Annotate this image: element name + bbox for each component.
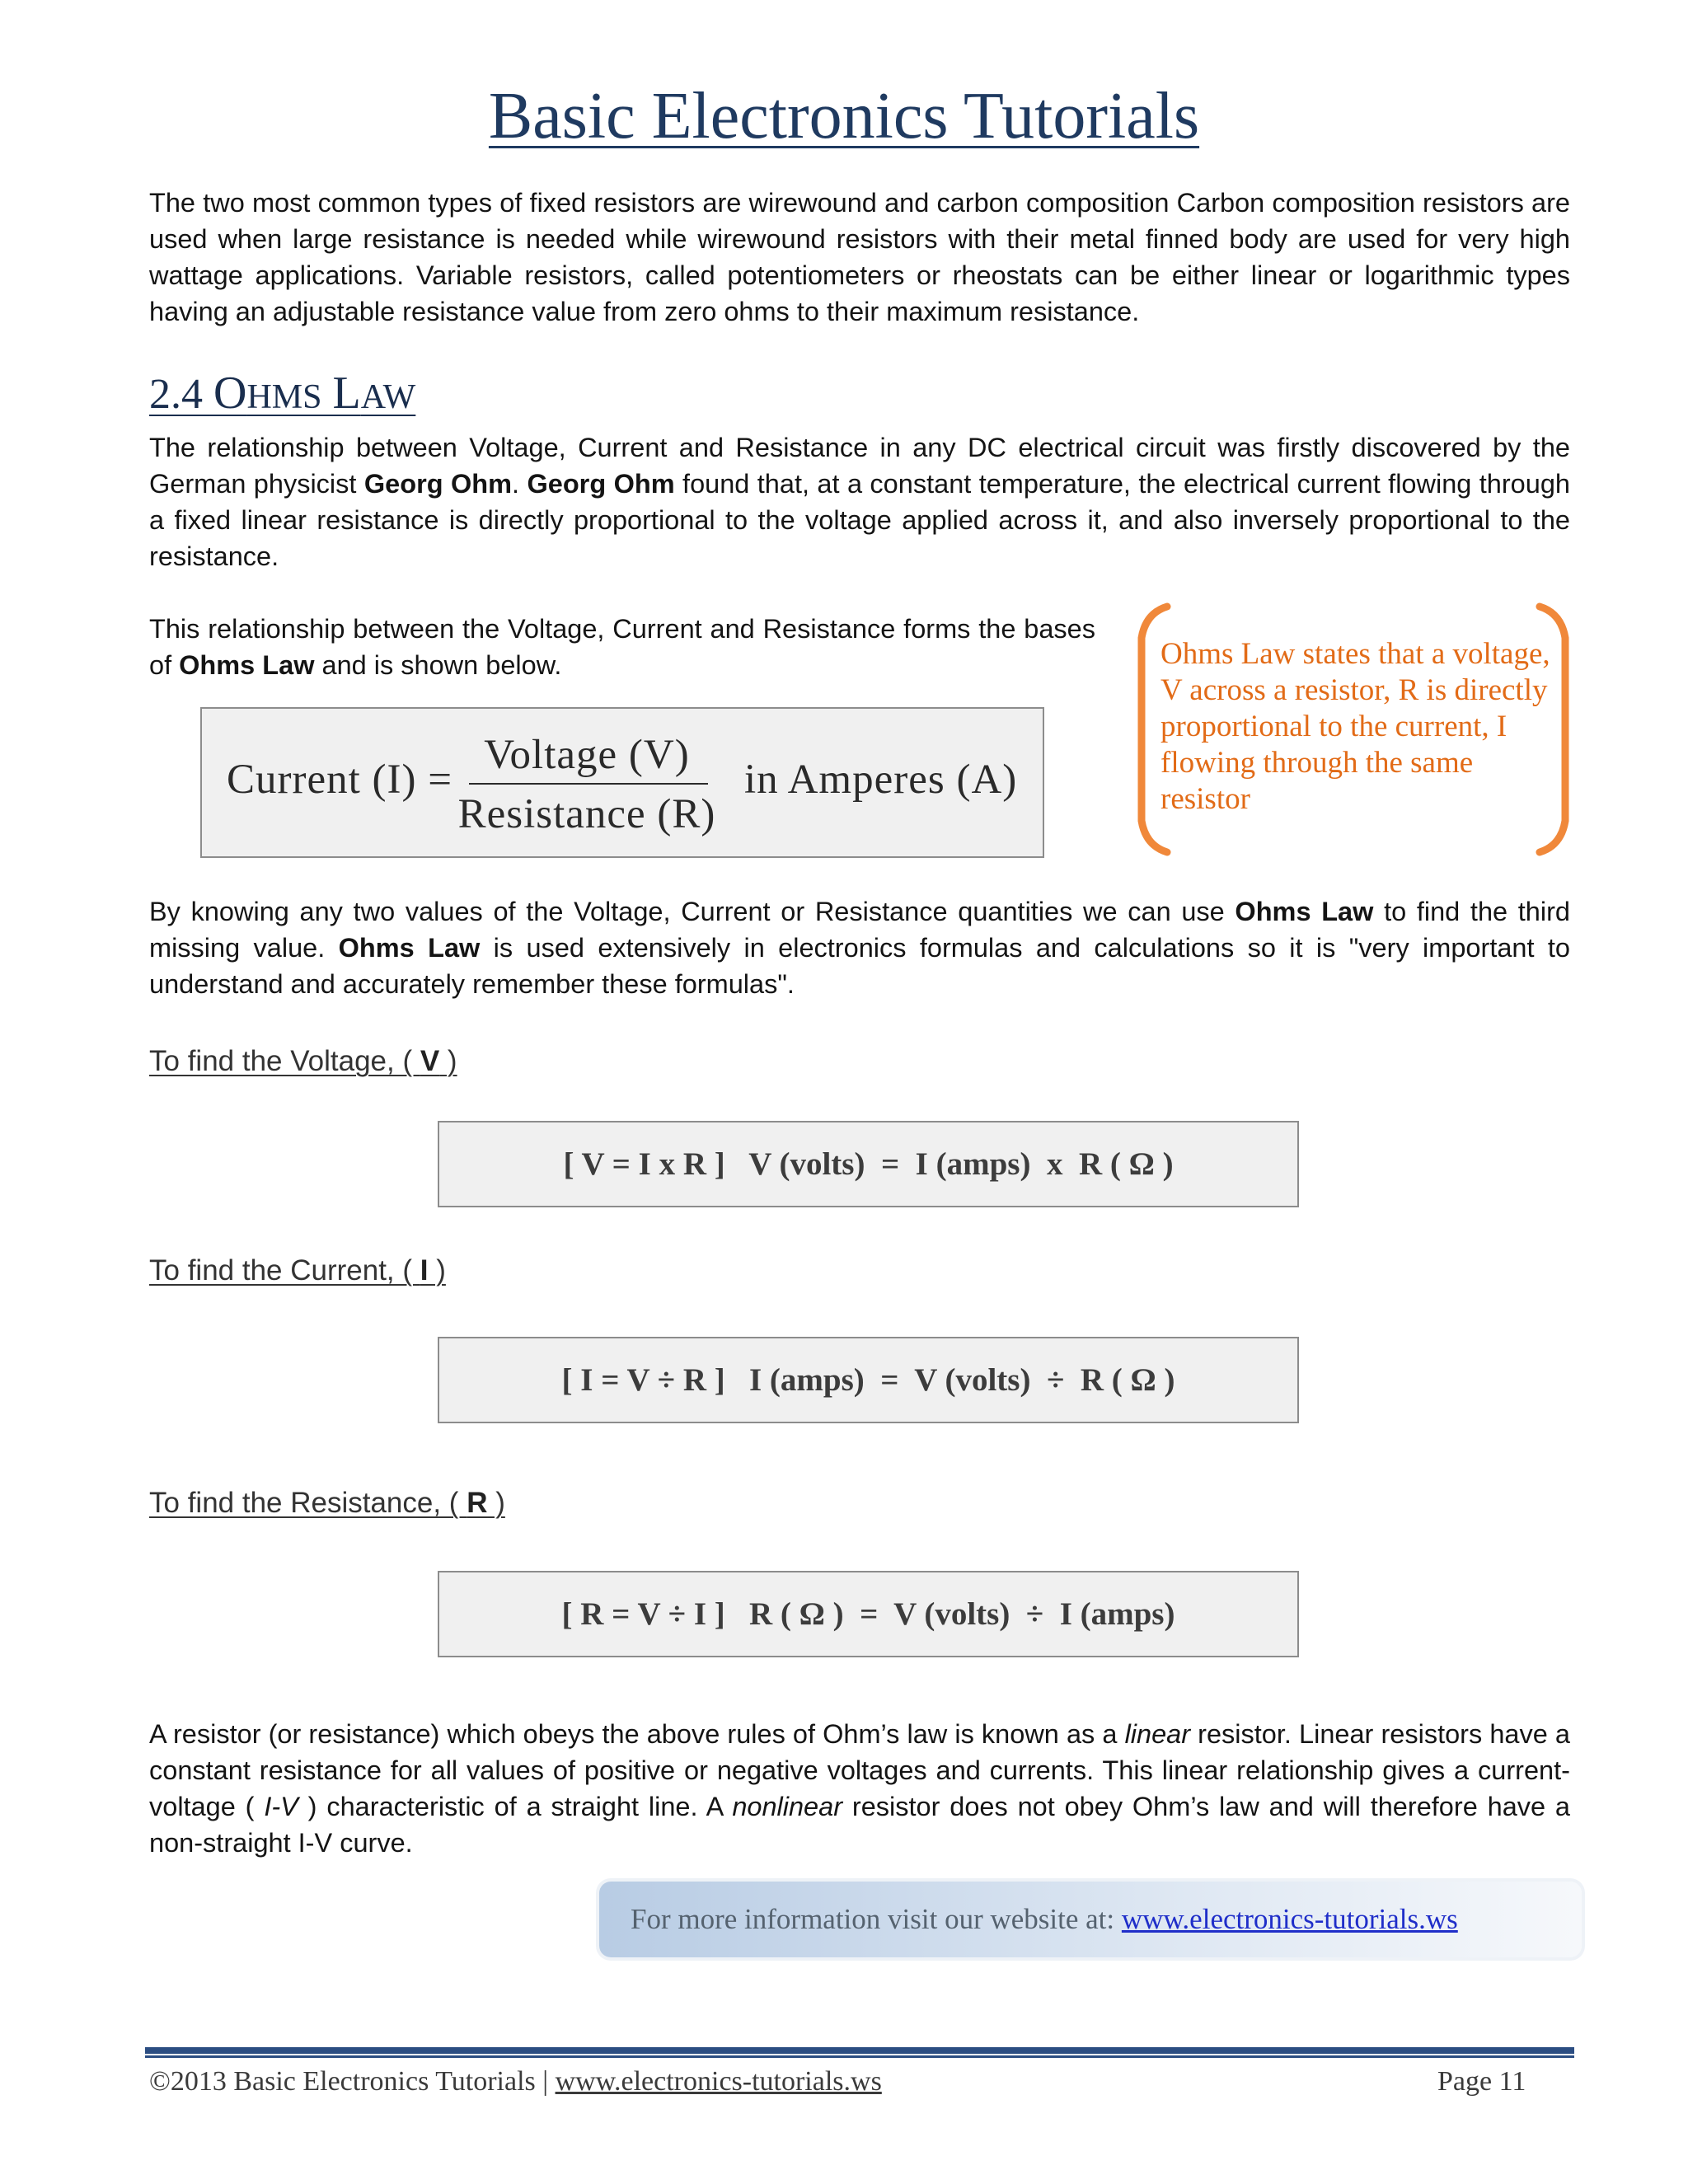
voltage-formula-box [438,1121,1299,1207]
usage-paragraph [149,893,1570,1002]
intro-paragraph: The two most common types of fixed resistors are wirewound and carbon composition Carbon composition resistors are used when large resistance is needed while wirewound resistors with their metal finned body are used for very high wattage applications. Variable resistors, called potentiometers or rheostats can be either linear or logarithmic types having an adjustable resistance value from zero ohms to their maximum resistance. [149,188,1570,326]
text-span: By knowing any two values of the Voltage, Current or Resistance quantities we can use [149,897,1236,926]
bold-ohms-law: Ohms Law [338,933,481,963]
bold-ohms-law: Ohms Law [1235,897,1374,926]
callout-text: Ohms Law states that a voltage, V across a resistor, R is directly proportional to the current, I flowing through the same resistor [1160,637,1550,816]
page-title: Basic Electronics Tutorials [488,80,1200,152]
ohms-law-formula-box [200,707,1044,858]
symbol-v: V [420,1045,440,1077]
text-span: ) [439,1045,457,1077]
footer-rule [145,2047,1574,2054]
resistance-formula: [ R = V ÷ I ] R ( Ω ) = V (volts) ÷ I (amps) [561,1596,1175,1632]
symbol-r: R [467,1487,488,1519]
fraction-bar [469,783,708,785]
italic-linear: linear [1124,1719,1191,1749]
ohms-law-callout [1128,602,1579,857]
text-span: ) characteristic of a straight line. A [298,1792,733,1821]
footer-website-link[interactable]: www.electronics-tutorials.ws [555,2066,882,2097]
website-banner [599,1882,1582,1957]
text-span: ) [487,1487,505,1519]
text-span: The relationship between Voltage, Current and Resistance in any DC electrical circuit was firstly discovered by the German physicist [149,433,1570,499]
banner-label: For more information visit our website at: [631,1903,1122,1935]
find-resistance-heading [149,1485,505,1521]
relationship-paragraph [149,429,1570,574]
footer-left [149,2064,882,2100]
bold-ohms-law: Ohms Law [179,650,315,680]
formula-current-label: Current (I) = [227,757,453,803]
text-span: To find the Voltage, ( [149,1045,420,1077]
page-number: Page 11 [1437,2066,1526,2097]
resistance-formula-box [438,1571,1299,1657]
current-formula: [ I = V ÷ R ] I (amps) = V (volts) ÷ R ( Ω ) [561,1362,1175,1398]
section-number: 2.4 [149,371,213,418]
text-span: found that, at a constant temperature, the electrical current flowing through a fixed linear resistance is directly proportional to the voltage applied across it, and also inversely proportional to the resistance. [149,469,1570,571]
find-voltage-heading [149,1043,457,1080]
section-title-aw: AW [360,378,416,416]
bases-paragraph [149,611,1095,683]
italic-nonlinear: nonlinear [732,1792,843,1821]
section-title-hms: HMS [246,378,322,416]
section-title-l: L [332,368,361,419]
text-span: to find the third missing value. [149,897,1570,963]
footer-separator: | [535,2066,556,2097]
section-heading [149,367,415,424]
formula-units: in Amperes (A) [744,757,1018,803]
text-span: resistor does not obey Ohm’s law and will therefore have a non-straight I-V curve. [149,1792,1571,1858]
italic-iv: I-V [264,1792,298,1821]
text-span: A resistor (or resistance) which obeys the above rules of Ohm’s law is known as a [149,1719,1125,1749]
linear-paragraph [149,1716,1570,1861]
text-span: To find the Resistance, ( [149,1487,467,1519]
text-span: and is shown below. [314,650,562,680]
text-span: resistor. Linear resistors have a constant resistance for all values of positive or negative voltages and currents. This linear relationship gives a current-voltage ( [149,1719,1570,1821]
text-span: To find the Current, ( [149,1254,420,1286]
section-title-o: O [213,368,247,419]
voltage-formula: [ V = I x R ] V (volts) = I (amps) x R ( Ω ) [563,1146,1174,1182]
bold-georg-ohm: Georg Ohm [363,469,513,499]
current-formula-box [438,1337,1299,1423]
banner-text [631,1882,1458,1957]
text-span: . [512,469,528,499]
formula-denominator: Resistance (R) [457,791,716,837]
text-span: This relationship between the Voltage, Current and Resistance forms the bases of [149,614,1095,680]
footer-rule-thin [145,2055,1574,2058]
symbol-i: I [420,1254,429,1286]
bold-georg-ohm: Georg Ohm [527,469,675,499]
formula-numerator: Voltage (V) [484,732,690,778]
footer-copyright: ©2013 Basic Electronics Tutorials [149,2066,536,2097]
text-span: is used extensively in electronics formulas and calculations so it is "very important to understand and accurately remember these formulas". [149,933,1570,999]
text-span: ) [428,1254,446,1286]
find-current-heading [149,1253,446,1289]
website-link[interactable]: www.electronics-tutorials.ws [1121,1903,1458,1935]
